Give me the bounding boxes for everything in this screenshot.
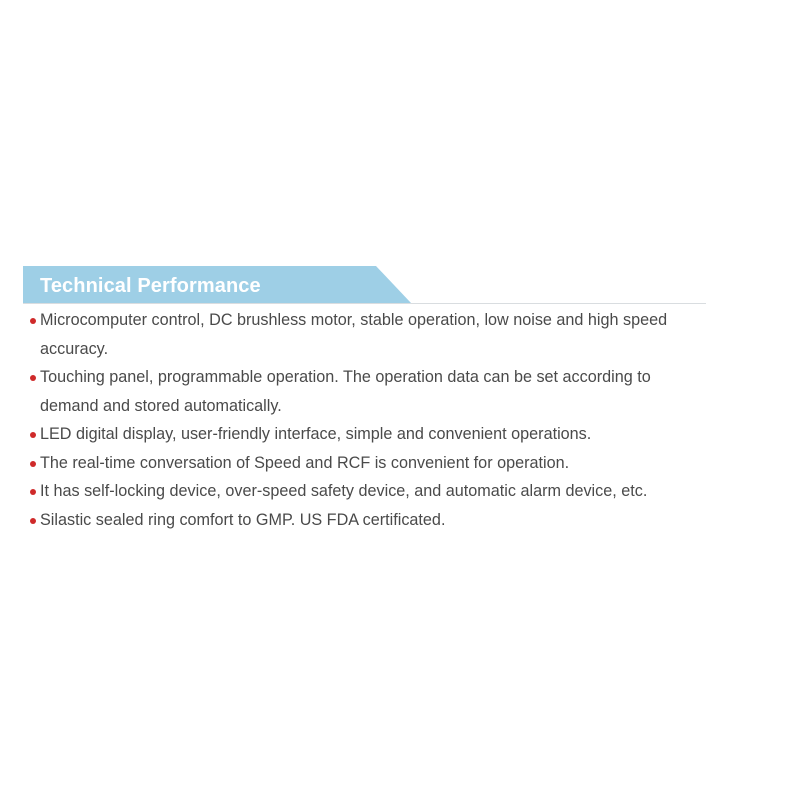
bullet-dot-icon (30, 518, 36, 524)
feature-text: LED digital display, user-friendly interface, simple and convenient operations. (40, 425, 592, 443)
feature-item (23, 477, 708, 506)
technical-performance-section (23, 266, 708, 531)
feature-item (23, 420, 708, 449)
feature-text: Silastic sealed ring comfort to GMP. US FDA certificated. (40, 510, 446, 529)
feature-list (23, 306, 708, 534)
feature-item (23, 506, 708, 535)
bullet-dot-icon (30, 318, 36, 324)
section-header-banner (23, 266, 708, 303)
feature-text: Microcomputer control, DC brushless motor, stable operation, low noise and high speed accuracy. (40, 311, 668, 358)
section-title: Technical Performance (40, 275, 261, 297)
feature-text: The real-time conversation of Speed and RCF is convenient for operation. (40, 453, 570, 472)
bullet-dot-icon (30, 461, 36, 467)
feature-item (23, 449, 708, 478)
bullet-dot-icon (30, 432, 36, 438)
feature-text: Touching panel, programmable operation. The operation data can be set according to demand and stored automatically. (40, 368, 651, 415)
feature-item (23, 306, 708, 363)
bullet-dot-icon (30, 375, 36, 381)
feature-text: It has self-locking device, over-speed safety device, and automatic alarm device, etc. (40, 482, 648, 500)
feature-item (23, 363, 708, 420)
bullet-dot-icon (30, 489, 36, 495)
header-divider (23, 303, 706, 304)
